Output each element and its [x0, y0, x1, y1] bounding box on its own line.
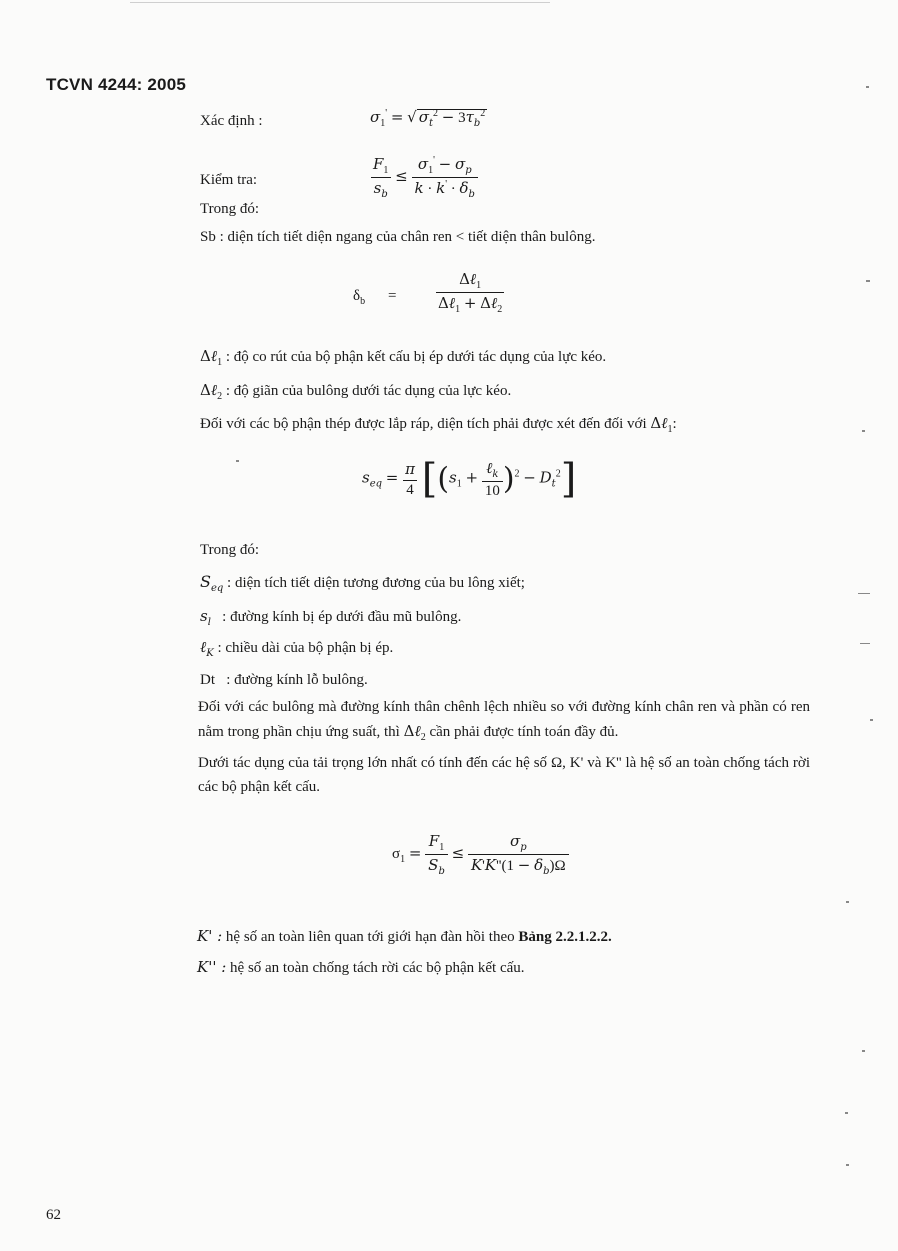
scan-speck	[866, 280, 870, 282]
definition-s1: $s_l$ : đường kính bị ép dưới đầu mũ bulông.	[200, 607, 462, 628]
scan-speck	[236, 460, 239, 462]
definition-k-prime	[197, 927, 612, 946]
thin-shank-text-b: cần phải được tính toán đầy đủ.	[429, 724, 619, 740]
definition-s1-text: : đường kính bị ép dưới đầu mũ bulông.	[222, 609, 462, 625]
steel-parts-text: Đối với các bộ phận thép được lắp ráp, diện tích phải được xét đến đối với	[200, 416, 647, 432]
trong-do-label-2: Trong đó:	[200, 542, 260, 558]
thin-shank-text-a: Đối với các bulông mà đường kính thân chênh lệch nhiều so với đường kính chân ren và phần có ren nằm trong phần chịu ứng suất, thì	[198, 699, 810, 740]
steel-parts-sentence: Đối với các bộ phận thép được lắp ráp, diện tích phải được xét đến đối với Δℓ$_1$:	[200, 414, 677, 435]
document-header: TCVN 4244: 2005	[46, 75, 187, 94]
definition-dt	[200, 672, 368, 689]
definition-dt-text: : đường kính lỗ bulông.	[226, 672, 368, 688]
scan-speck	[860, 643, 870, 644]
paragraph-max-load: Dưới tác dụng của tải trọng lớn nhất có tính đến các hệ số Ω, K' và K'' là hệ số an toàn chống tách rời các bộ phận kết cấu.	[198, 755, 810, 795]
dt-symbol: Dt	[200, 672, 215, 688]
formula-check-inequality: $\frac{F_1}{s_b}$ ≤ $\frac{\sigma_1' - \sigma_p}{k \cdot k' \cdot \delta_b}$	[370, 155, 478, 200]
scan-speck	[846, 1164, 849, 1166]
xac-dinh-label: Xác định :	[200, 113, 263, 129]
k-prime-text: hệ số an toàn liên quan tới giới hạn đàn hồi theo	[225, 929, 515, 945]
k-double-prime-text: hệ số an toàn chống tách rời các bộ phận kết cấu.	[230, 960, 525, 976]
formula-sigma1-final: $\sigma_1$ = $\frac{F_1}{S_b}$ ≤ $\frac{\sigma_p}{K'K''(1 - \delta_b)\Omega}$	[392, 832, 569, 877]
scan-artifact-line	[130, 2, 550, 3]
definition-delta-l2: Δℓ$_2$ : độ giãn của bulông dưới tác dụng của lực kéo.	[200, 381, 512, 402]
page-number: 62	[46, 1207, 61, 1223]
definition-delta-l1: Δℓ$_1$ : độ co rút của bộ phận kết cấu bị ép dưới tác dụng của lực kéo.	[200, 347, 607, 368]
scan-speck	[866, 86, 869, 88]
scan-speck	[870, 719, 873, 721]
k-double-prime-symbol: K'' :	[197, 958, 227, 976]
k-prime-symbol: K' :	[197, 927, 223, 945]
scan-speck	[858, 593, 870, 594]
scan-speck	[846, 901, 849, 903]
formula-seq: $s_{eq}$ = $\frac{\pi}{4}$ [($s_1$ + $\frac{\ell_k}{10}$ )$^2 - D_t^2$]	[362, 456, 577, 502]
delta-b-symbol: $\delta_b$	[353, 288, 366, 307]
scan-speck	[862, 1050, 865, 1052]
formula-delta-b: $\frac{\Delta\ell_1}{\Delta\ell_1 + \Delta\ell_2}$	[438, 270, 503, 315]
definition-delta-l1-text: : độ co rút của bộ phận kết cấu bị ép dưới tác dụng của lực kéo.	[225, 349, 607, 365]
definition-delta-l2-text: : độ giãn của bulông dưới tác dụng của lực kéo.	[225, 383, 512, 399]
definition-sb: Sb : diện tích tiết diện ngang của chân ren < tiết diện thân bulông.	[200, 229, 596, 245]
paragraph-thin-shank: Đối với các bulông mà đường kính thân chênh lệch nhiều so với đường kính chân ren và phần có ren nằm trong phần chịu ứng suất, thì Δℓ$_2$ cần phải được tính toán đầy đủ.	[198, 699, 810, 743]
trong-do-label-1: Trong đó:	[200, 201, 260, 217]
kiem-tra-label: Kiểm tra:	[200, 172, 258, 188]
definition-lk: ℓ$_K$ : chiều dài của bộ phận bị ép.	[200, 638, 394, 659]
scan-speck	[845, 1112, 848, 1114]
definition-lk-text: : chiều dài của bộ phận bị ép.	[217, 640, 394, 656]
definition-seq-text: : diện tích tiết diện tương đương của bu lông xiết;	[227, 575, 525, 591]
definition-k-double-prime	[197, 958, 525, 977]
table-reference: Bảng 2.2.1.2.2.	[518, 929, 612, 945]
definition-seq: $S_{eq}$ : diện tích tiết diện tương đương của bu lông xiết;	[200, 572, 525, 594]
equals-sign: =	[388, 288, 397, 304]
scan-speck	[862, 430, 865, 432]
formula-sigma1-prime: $\sigma_1'$ = √ $\sigma_t^2 - 3\tau_b^2$	[370, 108, 486, 129]
